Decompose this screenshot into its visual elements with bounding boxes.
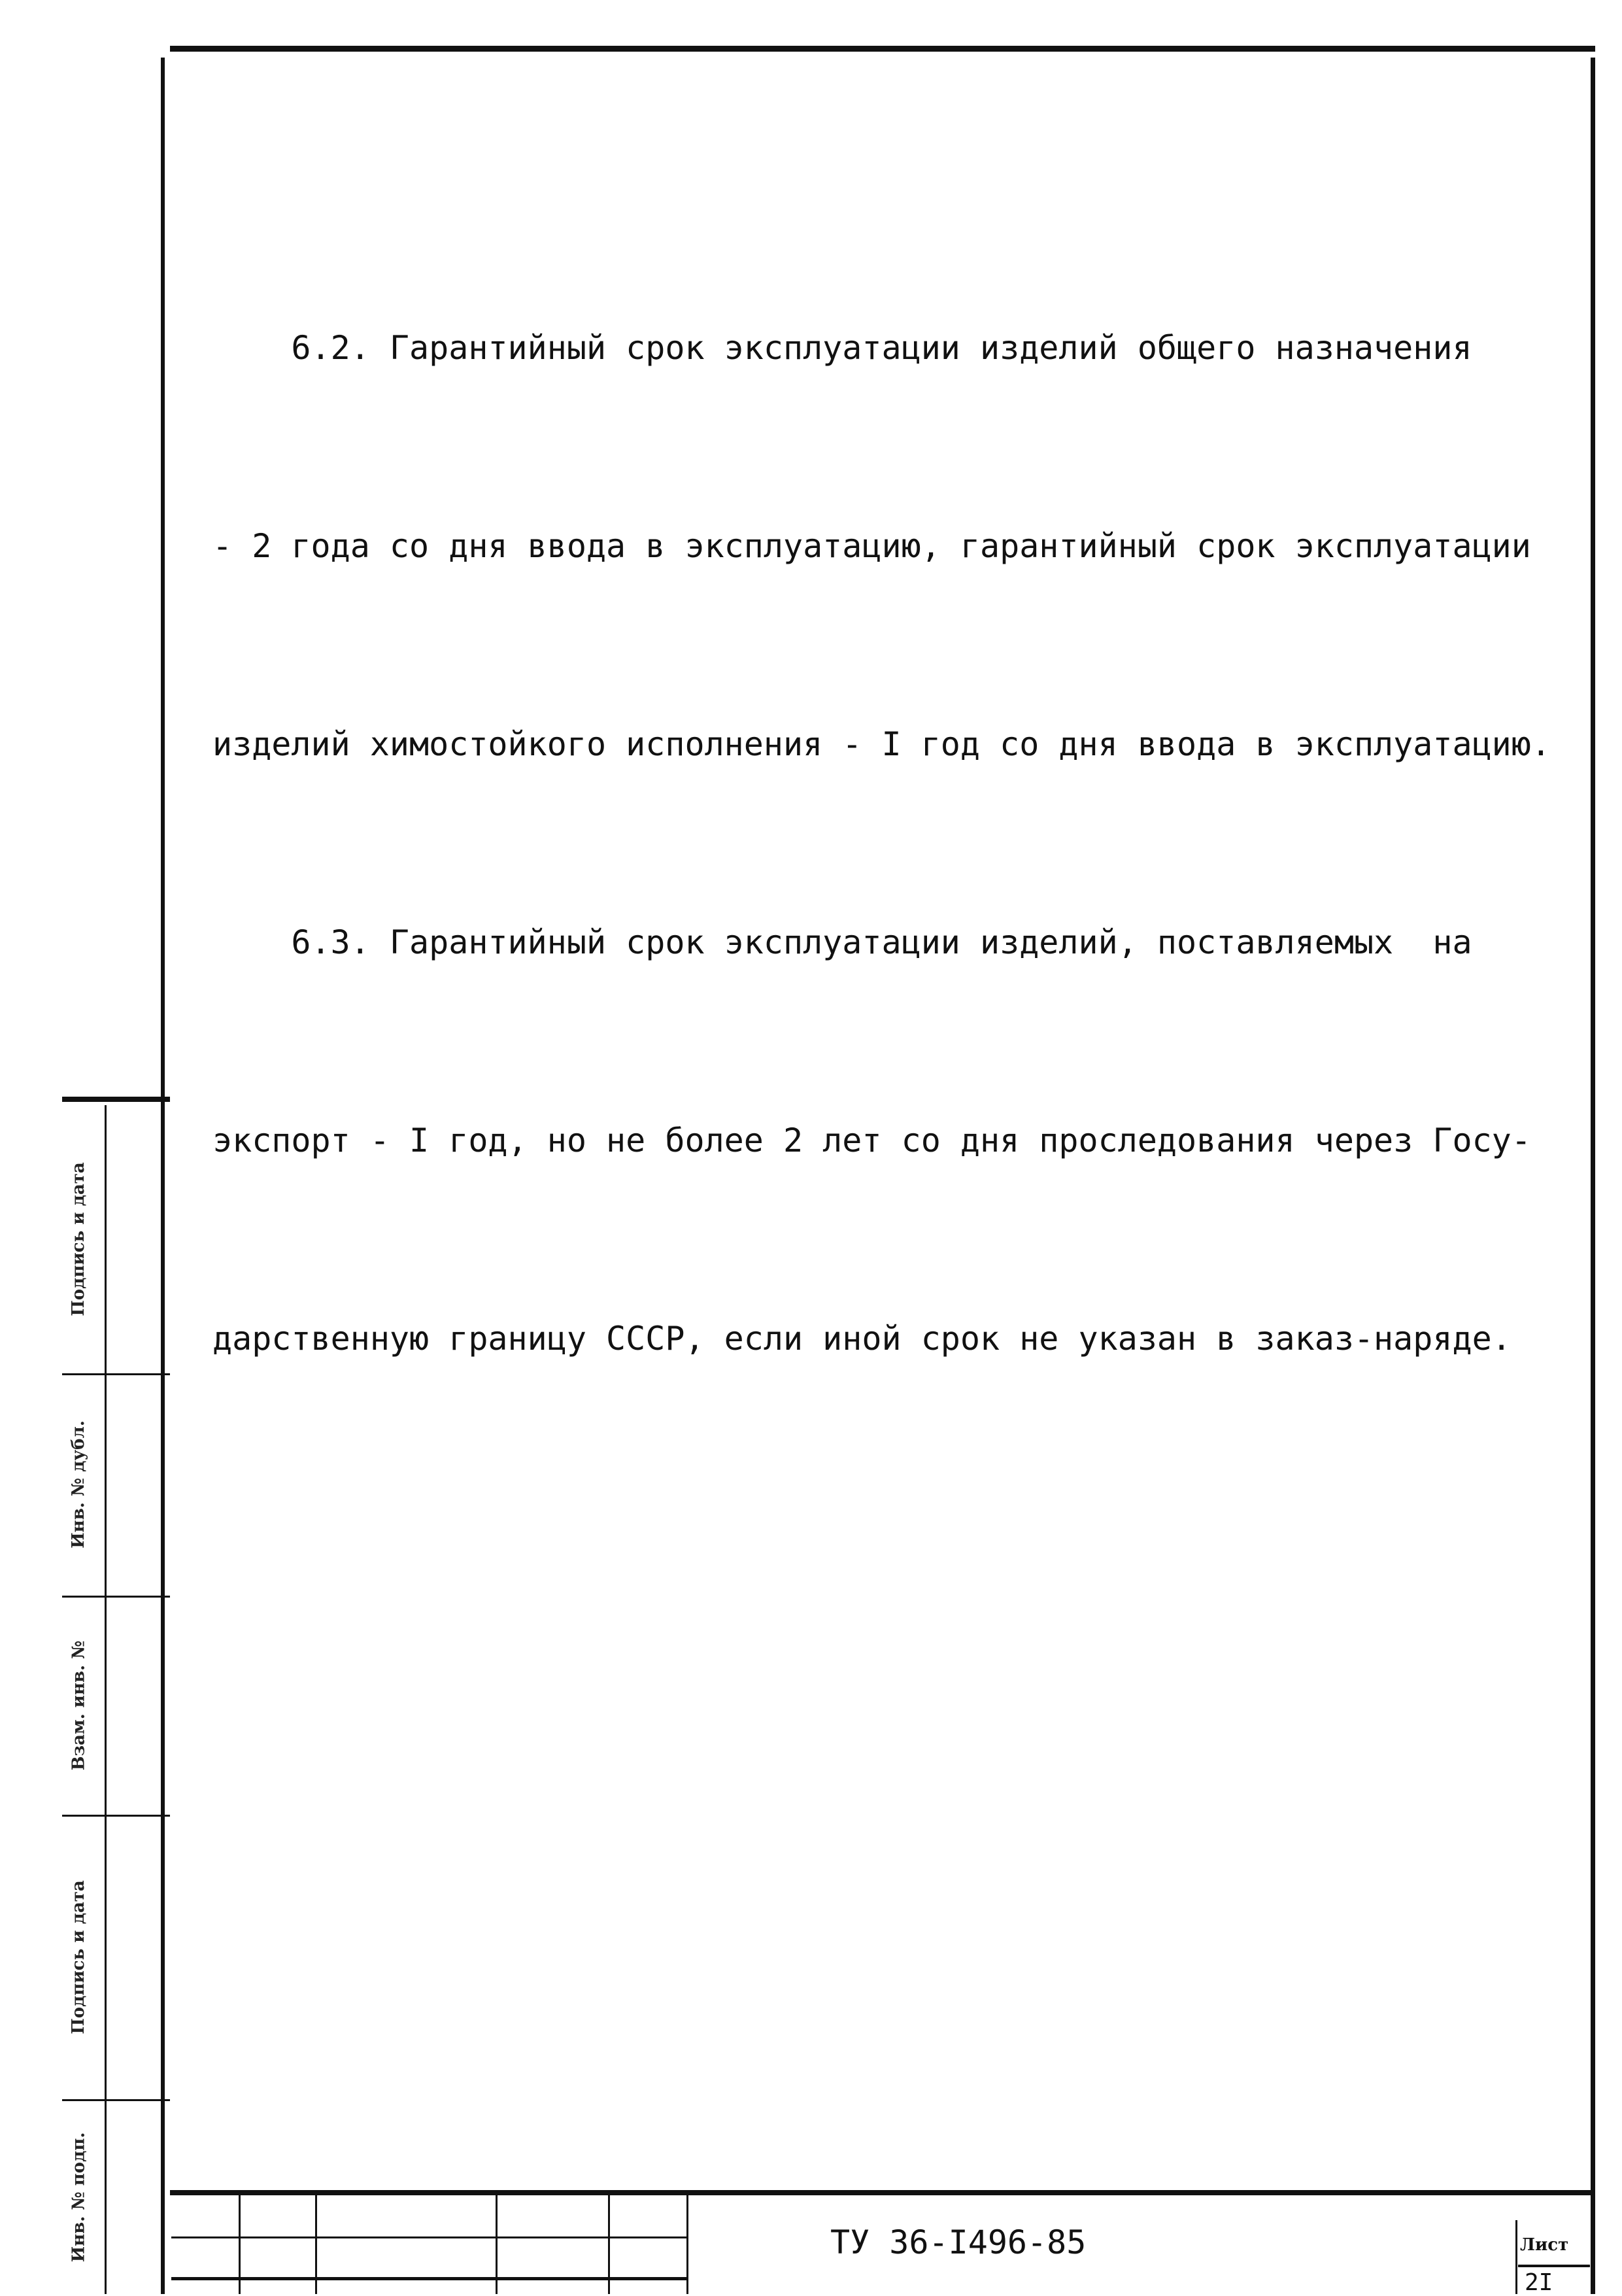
paragraph-line: 6.2. Гарантийный срок эксплуатации изделий общего назначения [212, 329, 1472, 367]
frame-right-border [1591, 58, 1595, 2294]
side-stamp-border [105, 1105, 107, 2294]
side-stamp-label: Подпись и дата [69, 1879, 89, 2034]
body-text [212, 183, 1579, 1438]
side-stamp-label: Подпись и дата [69, 1162, 89, 1316]
side-stamp-separator [62, 1373, 170, 1375]
title-block-top-border [170, 2190, 1595, 2195]
paragraph-line: изделий химостойкого исполнения - I год со дня ввода в эксплуатацию. [212, 725, 1551, 763]
paragraph-line: 6.3. Гарантийный срок эксплуатации изделий, поставляемых на [212, 923, 1472, 961]
side-stamp-separator [62, 1815, 170, 1817]
side-stamp-separator [62, 1596, 170, 1598]
title-block-row-line [171, 2277, 688, 2280]
document-code: ТУ 36-I496-85 [830, 2223, 1087, 2261]
side-stamp-label: Взам. инв. № [69, 1640, 89, 1770]
paragraph-line: дарственную границу СССР, если иной срок не указан в заказ-наряде. [212, 1320, 1512, 1358]
sheet-number: 2I [1525, 2269, 1553, 2296]
paragraph-line: - 2 года со дня ввода в эксплуатацию, гарантийный срок эксплуатации [212, 527, 1531, 565]
side-stamp-label: Инв. № дубл. [69, 1420, 88, 1549]
paragraph-line: экспорт - I год, но не более 2 лет со дня проследования через Госу- [212, 1122, 1531, 1159]
sheet-cell-border [1515, 2220, 1517, 2294]
sheet-cell-divider [1518, 2265, 1590, 2267]
frame-top-border [170, 46, 1595, 52]
side-stamp-separator [62, 2099, 170, 2101]
frame-left-border [161, 58, 165, 2294]
side-stamp-label: Инв. № подп. [69, 2132, 89, 2263]
side-stamp-top-border [62, 1097, 170, 1102]
sheet-label: Лист [1520, 2235, 1569, 2255]
title-block-row-line [171, 2236, 688, 2238]
